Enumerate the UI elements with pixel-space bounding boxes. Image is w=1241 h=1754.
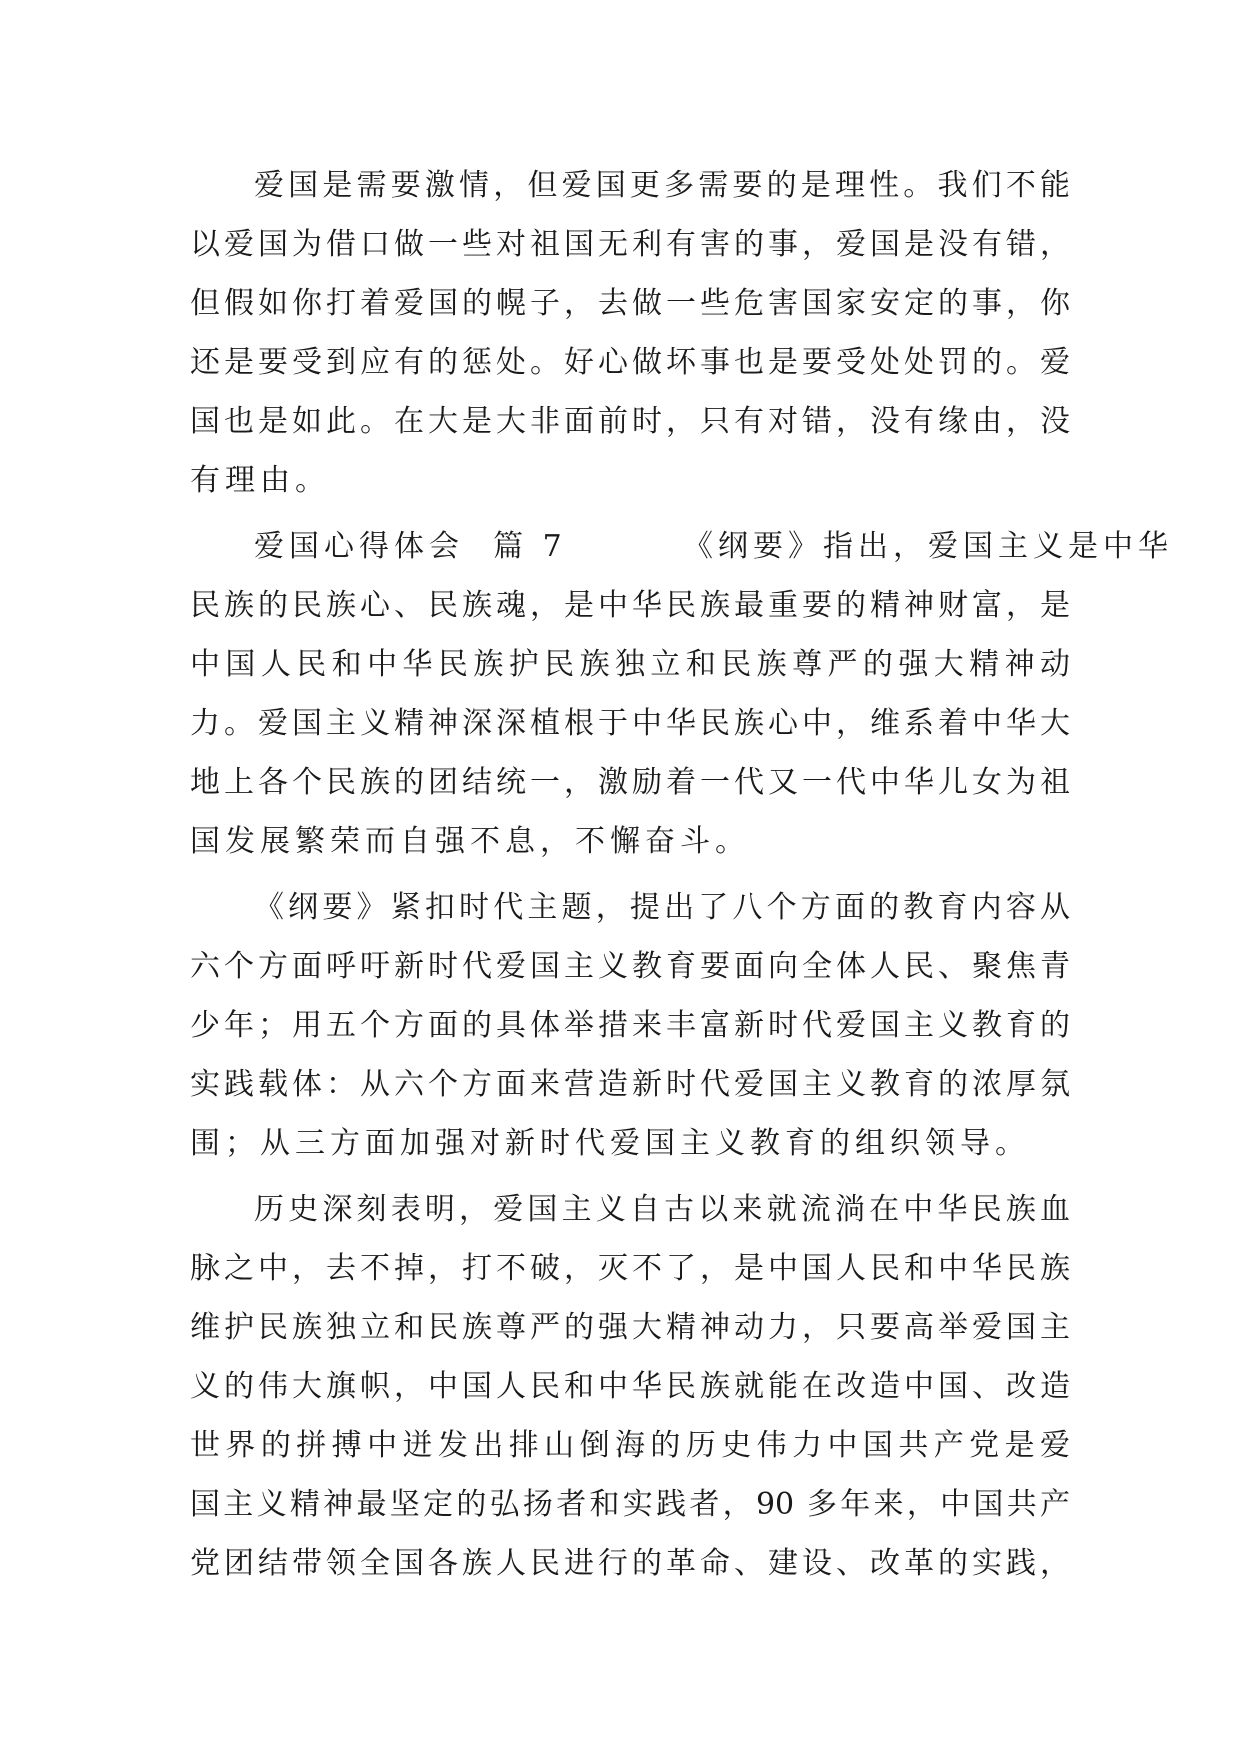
text-line: 国主义精神最坚定的弘扬者和实践者，90 多年来，中国共产 (190, 1487, 1070, 1522)
text-line: 少年；用五个方面的具体举措来丰富新时代爱国主义教育的 (190, 1008, 1070, 1043)
text-line: 党团结带领全国各族人民进行的革命、建设、改革的实践， (190, 1546, 1070, 1581)
text-line: 以爱国为借口做一些对祖国无利有害的事，爱国是没有错， (190, 227, 1070, 262)
paragraph-gap (190, 871, 1070, 878)
text-line: 实践载体：从六个方面来营造新时代爱国主义教育的浓厚氛 (190, 1067, 1070, 1102)
text-line: 围；从三方面加强对新时代爱国主义教育的组织领导。 (190, 1126, 1030, 1161)
body-text (190, 156, 1173, 1593)
paragraph-3 (190, 878, 1070, 1173)
text-line: 脉之中，去不掉，打不破，灭不了，是中国人民和中华民族 (190, 1251, 1070, 1286)
paragraph-4 (190, 1180, 1070, 1593)
text-line: 爱国是需要激情，但爱国更多需要的是理性。我们不能 (254, 168, 1070, 203)
text-line: 爱国心得体会 篇 7 《纲要》指出，爱国主义是中华 (254, 529, 1173, 564)
text-line: 义的伟大旗帜，中国人民和中华民族就能在改造中国、改造 (190, 1369, 1070, 1404)
text-line: 国发展繁荣而自强不息，不懈奋斗。 (190, 824, 750, 859)
text-line: 有理由。 (190, 463, 330, 498)
paragraph-gap (190, 510, 1070, 517)
paragraph-gap (190, 1173, 1070, 1180)
text-line: 历史深刻表明，爱国主义自古以来就流淌在中华民族血 (254, 1192, 1070, 1227)
paragraph-1 (190, 156, 1070, 510)
text-line: 地上各个民族的团结统一，激励着一代又一代中华儿女为祖 (190, 765, 1070, 800)
text-line: 还是要受到应有的惩处。好心做坏事也是要受处处罚的。爱 (190, 345, 1070, 380)
text-line: 世界的拼搏中迸发出排山倒海的历史伟力中国共产党是爱 (190, 1428, 1070, 1463)
text-line: 六个方面呼吁新时代爱国主义教育要面向全体人民、聚焦青 (190, 949, 1070, 984)
text-line: 中国人民和中华民族护民族独立和民族尊严的强大精神动 (190, 647, 1070, 682)
text-line: 但假如你打着爱国的幌子，去做一些危害国家安定的事，你 (190, 286, 1070, 321)
text-line: 维护民族独立和民族尊严的强大精神动力，只要高举爱国主 (190, 1310, 1070, 1345)
text-line: 《纲要》紧扣时代主题，提出了八个方面的教育内容从 (254, 890, 1070, 925)
text-line: 民族的民族心、民族魂，是中华民族最重要的精神财富，是 (190, 588, 1070, 623)
text-line: 力。爱国主义精神深深植根于中华民族心中，维系着中华大 (190, 706, 1070, 741)
paragraph-2 (190, 517, 1173, 871)
text-line: 国也是如此。在大是大非面前时，只有对错，没有缘由，没 (190, 404, 1070, 439)
